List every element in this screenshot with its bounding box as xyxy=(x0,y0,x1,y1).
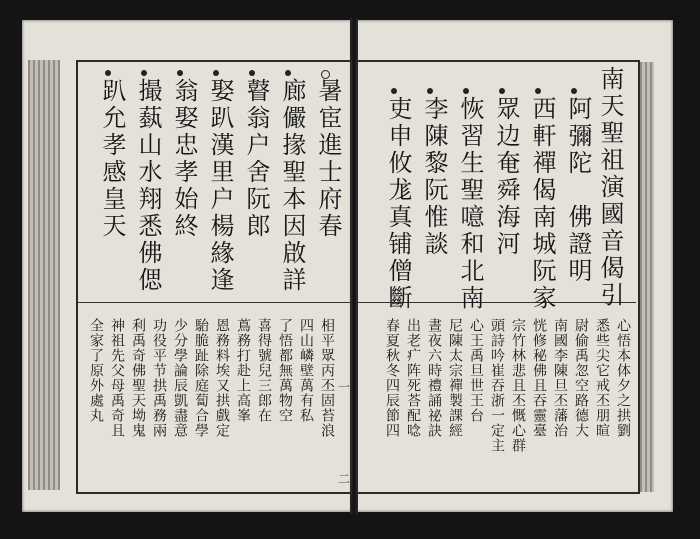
right-lower-column-4: 南國李陳旦丕藩治 xyxy=(552,318,568,438)
left-lower-column-2: 四山嶙壁萬有私 xyxy=(298,318,314,423)
left-lower-column-3: 了悟都無萬物空 xyxy=(277,318,293,423)
left-lower-column-12: 全家了原外處丸 xyxy=(88,318,104,423)
left-lower-column-7: 駘脆趾除庭蔔合學 xyxy=(193,318,209,438)
right-upper-column-marker-6 xyxy=(391,88,397,94)
left-upper-column-7: 趴允孝感皇天 xyxy=(98,78,126,240)
left-lower-column-4: 喜得號兒三郎在 xyxy=(256,318,272,423)
right-lower-column-7: 頭詩吟崔吞浙一定主 xyxy=(489,318,505,453)
left-ink-edge xyxy=(28,60,60,490)
left-upper-column-4: 娶趴漢里户楊緣逢 xyxy=(206,78,234,294)
left-upper-column-marker-6 xyxy=(141,70,147,76)
right-lower-column-6: 宗竹林悲且丕慨心群 xyxy=(510,318,526,453)
right-lower-column-2: 悉些尖它戒丕朋暄 xyxy=(594,318,610,438)
right-upper-column-marker-3 xyxy=(499,88,505,94)
left-upper-column-marker-4 xyxy=(213,70,219,76)
right-lower-column-5: 恍修秘佛且吞靈臺 xyxy=(531,318,547,438)
left-upper-column-marker-7 xyxy=(105,70,111,76)
left-upper-column-marker-3 xyxy=(249,70,255,76)
left-upper-column-3: 瞽翁户舍阮郎 xyxy=(242,78,270,240)
left-lower-column-5: 蔦務打赴上高峯 xyxy=(235,318,251,423)
right-upper-column-marker-4 xyxy=(463,88,469,94)
right-upper-column-2: 西軒禪偈南城阮家 xyxy=(528,96,556,312)
right-upper-column-marker-1 xyxy=(571,88,577,94)
right-lower-column-1: 心悟本体夕之拱劉 xyxy=(615,318,631,438)
left-upper-column-marker-1 xyxy=(321,70,330,79)
left-lower-column-6: 恩務料埃又拱戲定 xyxy=(214,318,230,438)
left-lower-column-10: 利禹奇佛聖天坳鬼 xyxy=(130,318,146,438)
right-upper-column-5: 李陳黎阮惟談 xyxy=(420,96,448,258)
page-number-right: 一 xyxy=(338,380,351,394)
right-title: 南天聖祖演國音偈引 xyxy=(596,66,624,309)
right-ink-edge xyxy=(640,62,654,492)
left-divider xyxy=(78,302,350,303)
right-lower-column-10: 晝夜六時禮誦祕訣 xyxy=(426,318,442,438)
right-lower-column-12: 春夏秋冬四辰節四 xyxy=(384,318,400,438)
right-lower-column-3: 尉偷禹忽空路德大 xyxy=(573,318,589,438)
left-lower-column-11: 神祖先父母禹奇且 xyxy=(109,318,125,438)
left-upper-column-1: 暑宦進士府春 xyxy=(314,78,342,240)
right-upper-column-6: 吏申攸尨真铺僧斷 xyxy=(384,96,412,312)
left-upper-column-5: 翁娶忠孝始終 xyxy=(170,78,198,240)
left-upper-column-6: 撮蓺山水翔悉佛偲 xyxy=(134,78,162,294)
left-upper-column-marker-2 xyxy=(285,70,291,76)
right-upper-column-3: 眾边奄舜海河 xyxy=(492,96,520,258)
right-upper-column-marker-2 xyxy=(535,88,541,94)
left-lower-column-1: 相平眾丙丕固苔浪 xyxy=(319,318,335,438)
right-upper-column-4: 恢習生聖噫和北南 xyxy=(456,96,484,312)
left-upper-column-marker-5 xyxy=(177,70,183,76)
right-upper-column-marker-5 xyxy=(427,88,433,94)
right-lower-column-9: 尼陳太宗禪製課經 xyxy=(447,318,463,438)
right-lower-column-11: 出老疒阵死荅配唸 xyxy=(405,318,421,438)
left-lower-column-9: 功役平节拱禹務兩 xyxy=(151,318,167,438)
left-upper-column-2: 廊儼掾聖本因啟詳 xyxy=(278,78,306,294)
page-number-left: 二 xyxy=(338,472,351,486)
right-lower-column-8: 心王禹旦世王台 xyxy=(468,318,484,423)
right-upper-column-1: 阿彌陀 佛證明 xyxy=(564,96,592,285)
left-lower-column-8: 少分學論辰凱盡意 xyxy=(172,318,188,438)
